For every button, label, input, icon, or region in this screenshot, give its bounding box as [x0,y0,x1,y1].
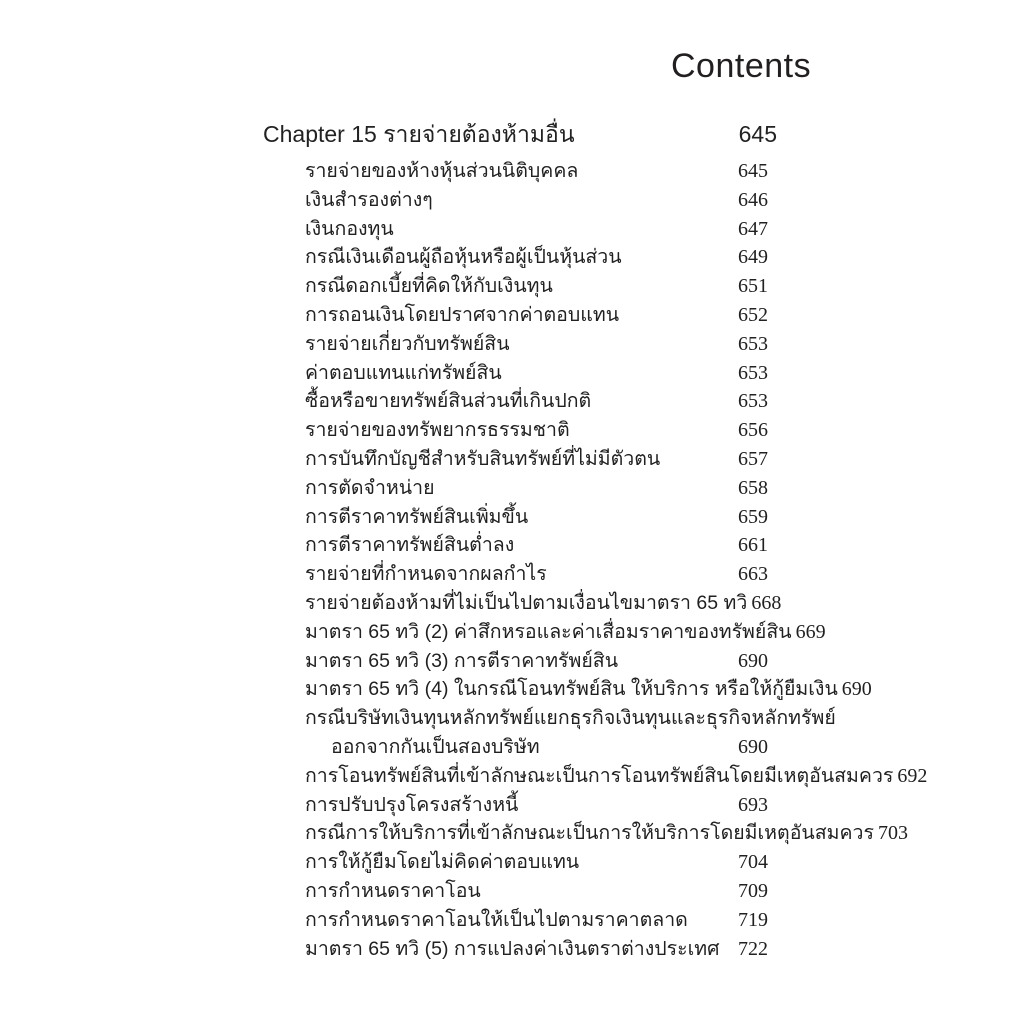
toc-entry [263,675,872,704]
toc-entry [263,503,777,532]
toc-entry-title: การบันทึกบัญชีสำหรับสินทรัพย์ที่ไม่มีตัวตน [305,447,661,470]
toc-entry-page: 669 [795,620,826,643]
toc-entry [263,733,777,762]
toc-entry-title: รายจ่ายต้องห้ามที่ไม่เป็นไปตามเงื่อนไขมาตรา 65 ทวิ [305,591,748,614]
toc-entry [263,157,777,186]
toc-entry [263,445,777,474]
toc-entry [263,531,777,560]
toc-entry-title: กรณีดอกเบี้ยที่คิดให้กับเงินทุน [305,275,553,298]
toc-entry [263,186,777,215]
toc-entry-title: เงินกองทุน [305,217,394,240]
toc-entry-page: 703 [877,822,908,845]
toc-entry-page: 661 [738,534,768,557]
toc-entry [263,272,777,301]
toc-entry-page: 653 [738,390,768,413]
toc-entry-title: รายจ่ายที่กำหนดจากผลกำไร [305,563,547,586]
toc-entry [263,877,777,906]
chapter-heading-label: Chapter 15 รายจ่ายต้องห้ามอื่น [263,121,575,147]
chapter-heading-page: 645 [738,121,777,147]
toc-entry-title: ออกจากกันเป็นสองบริษัท [331,735,540,758]
toc-entry-page: 722 [738,937,768,960]
toc-entry-page: 690 [738,649,768,672]
toc-entry-title: กรณีเงินเดือนผู้ถือหุ้นหรือผู้เป็นหุ้นส่วน [305,246,622,269]
toc-entry-page: 704 [738,851,768,874]
toc-entry [263,647,777,676]
page-title: Contents [671,47,812,85]
toc-entry-title: การตัดจำหน่าย [305,476,435,499]
toc-entry-title: กรณีบริษัทเงินทุนหลักทรัพย์แยกธุรกิจเงินทุนและธุรกิจหลักทรัพย์ [305,707,836,730]
toc-entry [263,359,777,388]
toc-entry-page: 645 [738,160,768,182]
toc-entry-page: 692 [897,764,928,787]
toc-entry-page: 719 [738,908,768,931]
toc-entry-page: 653 [738,361,768,384]
toc-entry-title: ซื้อหรือขายทรัพย์สินส่วนที่เกินปกติ [305,390,592,413]
toc-entry-title: รายจ่ายเกี่ยวกับทรัพย์สิน [305,332,510,355]
toc-entry-page: 709 [738,879,768,902]
toc-entry-title: รายจ่ายของทรัพยากรธรรมชาติ [305,419,570,442]
toc-entry-page: 651 [738,275,768,298]
toc-entry-page: 653 [738,332,768,355]
toc-entry [263,589,782,618]
toc-entry [263,243,777,272]
toc-entry-page: 659 [738,505,768,528]
toc-entry [263,474,777,503]
toc-entry [263,906,777,935]
toc-entry-title: การถอนเงินโดยปราศจากค่าตอบแทน [305,303,620,326]
toc-entry-title: มาตรา 65 ทวิ (2) ค่าสึกหรอและค่าเสื่อมราคาของทรัพย์สิน [305,620,792,643]
toc-entry [263,416,777,445]
toc-entry [263,819,908,848]
toc-entry-page: 658 [738,476,768,499]
toc-entry-page: 652 [738,303,768,326]
toc-entry [263,791,777,820]
toc-entry-page: 647 [738,217,768,240]
toc-entry [263,560,777,589]
toc-entry [263,618,826,647]
chapter-heading [263,119,777,150]
toc-entry-page: 668 [751,591,782,614]
toc-entry [263,330,777,359]
toc-entry-page: 646 [738,188,768,211]
toc-entry [263,301,777,330]
toc-entry-page: 656 [738,419,768,442]
toc-entry-page: 693 [738,793,768,816]
toc-entry [263,215,777,244]
toc-entry-title: การโอนทรัพย์สินที่เข้าลักษณะเป็นการโอนทรัพย์สินโดยมีเหตุอันสมควร [305,764,894,787]
toc-entry-title: เงินสำรองต่างๆ [305,188,433,211]
toc-entry-title: การกำหนดราคาโอนให้เป็นไปตามราคาตลาด [305,908,688,931]
toc-entry-page: 657 [738,447,768,470]
toc-entry-title: การตีราคาทรัพย์สินต่ำลง [305,534,515,557]
toc-entry-title: รายจ่ายของห้างหุ้นส่วนนิติบุคคล [305,160,579,182]
toc-entry [263,935,777,964]
toc-entry-title: มาตรา 65 ทวิ (4) ในกรณีโอนทรัพย์สิน ให้บริการ หรือให้กู้ยืมเงิน [305,678,838,701]
toc-entry-title: กรณีการให้บริการที่เข้าลักษณะเป็นการให้บริการโดยมีเหตุอันสมควร [305,822,874,845]
toc-entry-page: 690 [738,735,768,758]
toc-entry [263,704,836,733]
toc-entry-title: ค่าตอบแทนแก่ทรัพย์สิน [305,361,502,384]
toc-entry-page: 649 [738,246,768,269]
toc-entry-list [263,157,928,963]
toc-entry-title: การให้กู้ยืมโดยไม่คิดค่าตอบแทน [305,851,580,874]
toc-entry-title: การตีราคาทรัพย์สินเพิ่มขึ้น [305,505,529,528]
toc-entry-title: การกำหนดราคาโอน [305,879,481,902]
toc-entry-title: มาตรา 65 ทวิ (5) การแปลงค่าเงินตราต่างประเทศ [305,937,720,960]
toc-entry [263,387,777,416]
toc-entry-page: 690 [841,678,872,701]
toc-entry [263,762,928,791]
toc-entry-title: มาตรา 65 ทวิ (3) การตีราคาทรัพย์สิน [305,649,619,672]
toc-entry-page: 663 [738,563,768,586]
toc-entry-title: การปรับปรุงโครงสร้างหนี้ [305,793,519,816]
toc-entry [263,848,777,877]
table-of-contents [263,119,928,963]
